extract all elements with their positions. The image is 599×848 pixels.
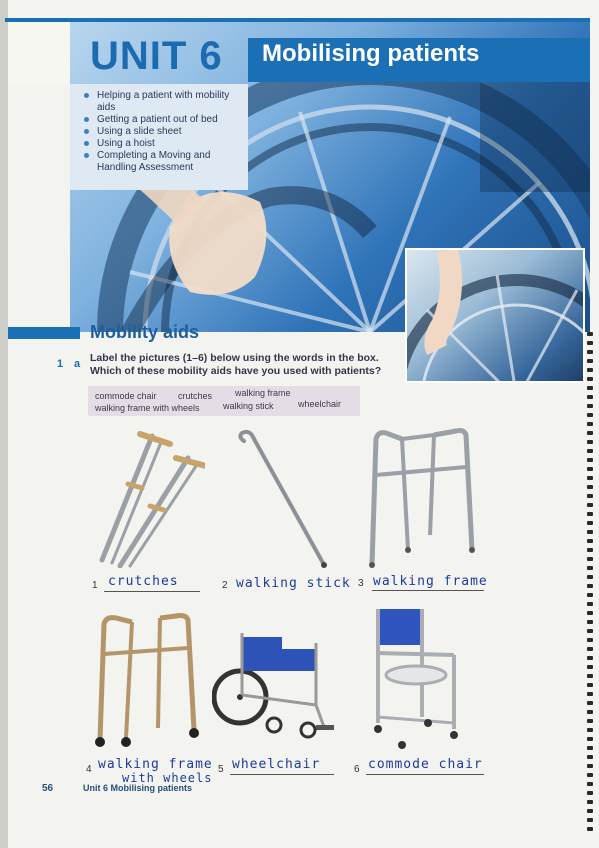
inset-wheel-photo [405,248,585,383]
handwritten-answer: walking frame [373,574,488,589]
handwritten-answer: walking stick [236,576,351,591]
answer-line [366,774,484,775]
handwritten-answer: wheelchair [232,757,321,772]
bullet-icon [84,129,89,134]
objectives-panel [70,84,248,190]
footer-unit-title: Unit 6 Mobilising patients [83,783,193,793]
word-box-item: walking frame [235,388,291,398]
word-box-item: commode chair [95,391,157,401]
picture-number: 2 [222,580,228,591]
objective-item: Completing a Moving and Handling Assessment [84,150,242,174]
exercise-number: 1 [57,358,64,370]
unit-number: UNIT 6 [90,34,223,78]
exercise-instruction: Label the pictures (1–6) below using the words in the box. Which of these mobility aids have you used with patients? [90,352,382,377]
walking-frame-wheels-picture [82,610,207,755]
handwritten-answer-continued: with wheels [122,771,213,785]
commode-chair-picture [368,605,468,755]
answer-line [104,591,200,592]
picture-number: 5 [218,764,224,775]
objective-item: Using a slide sheet [84,126,242,138]
handwritten-answer: walking frame [98,757,213,772]
word-box-item: wheelchair [298,399,342,409]
unit-title: Mobilising patients [262,40,480,67]
word-box-item: crutches [178,391,213,401]
picture-number: 4 [86,764,92,775]
page-edge-shadow [0,0,8,848]
objective-item: Getting a patient out of bed [84,114,242,126]
section-heading: Mobility aids [90,322,200,342]
exercise-letter: a [74,358,81,370]
spiral-binding [586,330,594,835]
word-box-item: walking frame with wheels [95,403,200,413]
page-number: 56 [42,783,54,794]
objective-item: Using a hoist [84,138,242,150]
handwritten-answer: crutches [108,574,179,589]
bullet-icon [84,153,89,158]
objectives-list [70,84,248,174]
header-left-band [8,22,70,84]
bullet-icon [84,117,89,122]
bullet-icon [84,141,89,146]
answer-line [372,590,484,591]
picture-number: 3 [358,578,364,589]
answer-line [230,774,334,775]
objective-item: Helping a patient with mobility aids [84,90,242,114]
wheelchair-picture [212,625,340,745]
word-box-item: walking stick [223,401,274,411]
walking-stick-picture [228,425,338,570]
bullet-icon [84,93,89,98]
picture-number: 1 [92,580,98,591]
crutches-picture [90,428,205,568]
word-box [88,386,360,416]
picture-number: 6 [354,764,360,775]
handwritten-answer: commode chair [368,757,483,772]
walking-frame-picture [362,425,477,570]
inset-wheel-illustration [407,250,585,383]
section-marker [8,327,80,339]
